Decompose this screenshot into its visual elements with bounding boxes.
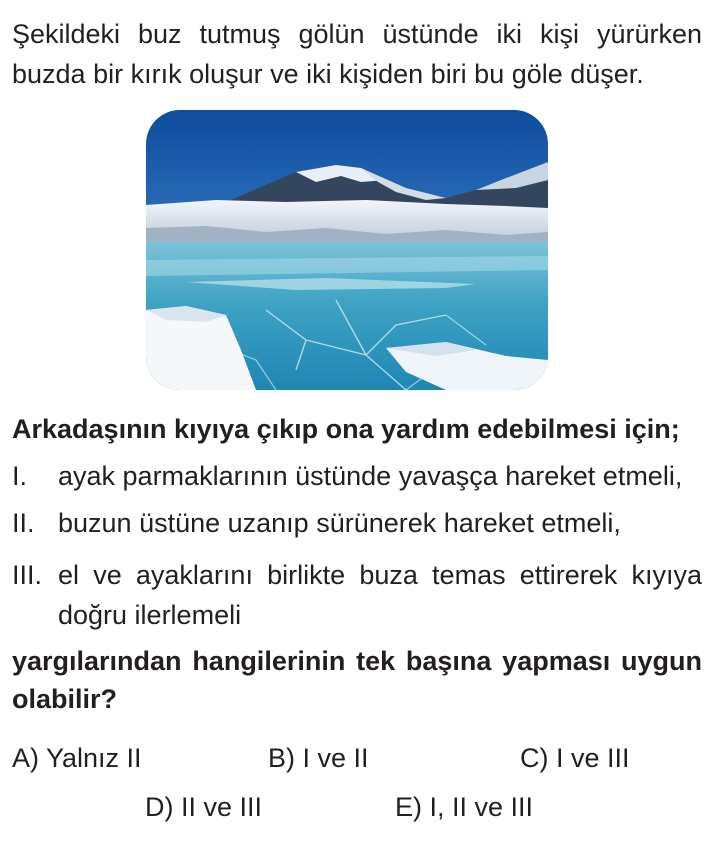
- choice-b[interactable]: B) I ve II: [268, 743, 369, 773]
- statement-number: I.: [12, 461, 28, 491]
- statement-3: [12, 555, 702, 635]
- choice-e[interactable]: E) I, II ve III: [395, 792, 534, 822]
- statement-1: [12, 456, 702, 496]
- statement-2: [12, 503, 702, 543]
- statement-number: III.: [12, 560, 43, 590]
- choice-d[interactable]: D) II ve III: [145, 792, 263, 822]
- frozen-lake-image: [146, 110, 548, 390]
- statement-number: II.: [12, 508, 35, 538]
- lead-sentence: Arkadaşının kıyıya çıkıp ona yardım edebilmesi için;: [12, 414, 680, 444]
- choice-a[interactable]: A) Yalnız II: [12, 743, 142, 773]
- intro-text: Şekildeki buz tutmuş gölün üstünde iki kişi yürürken buzda bir kırık oluşur ve iki kişiden biri bu göle düşer.: [12, 19, 702, 89]
- statement-text: el ve ayaklarını birlikte buza temas ettirerek kıyıya doğru ilerlemeli: [58, 560, 702, 630]
- choice-c[interactable]: C) I ve III: [520, 743, 630, 773]
- question-text: yargılarından hangilerinin tek başına yapması uygun olabilir?: [12, 646, 702, 714]
- frozen-lake-photo: [146, 110, 548, 390]
- statement-text: ayak parmaklarının üstünde yavaşça hareket etmeli,: [58, 461, 683, 491]
- statement-text: buzun üstüne uzanıp sürünerek hareket etmeli,: [58, 508, 621, 538]
